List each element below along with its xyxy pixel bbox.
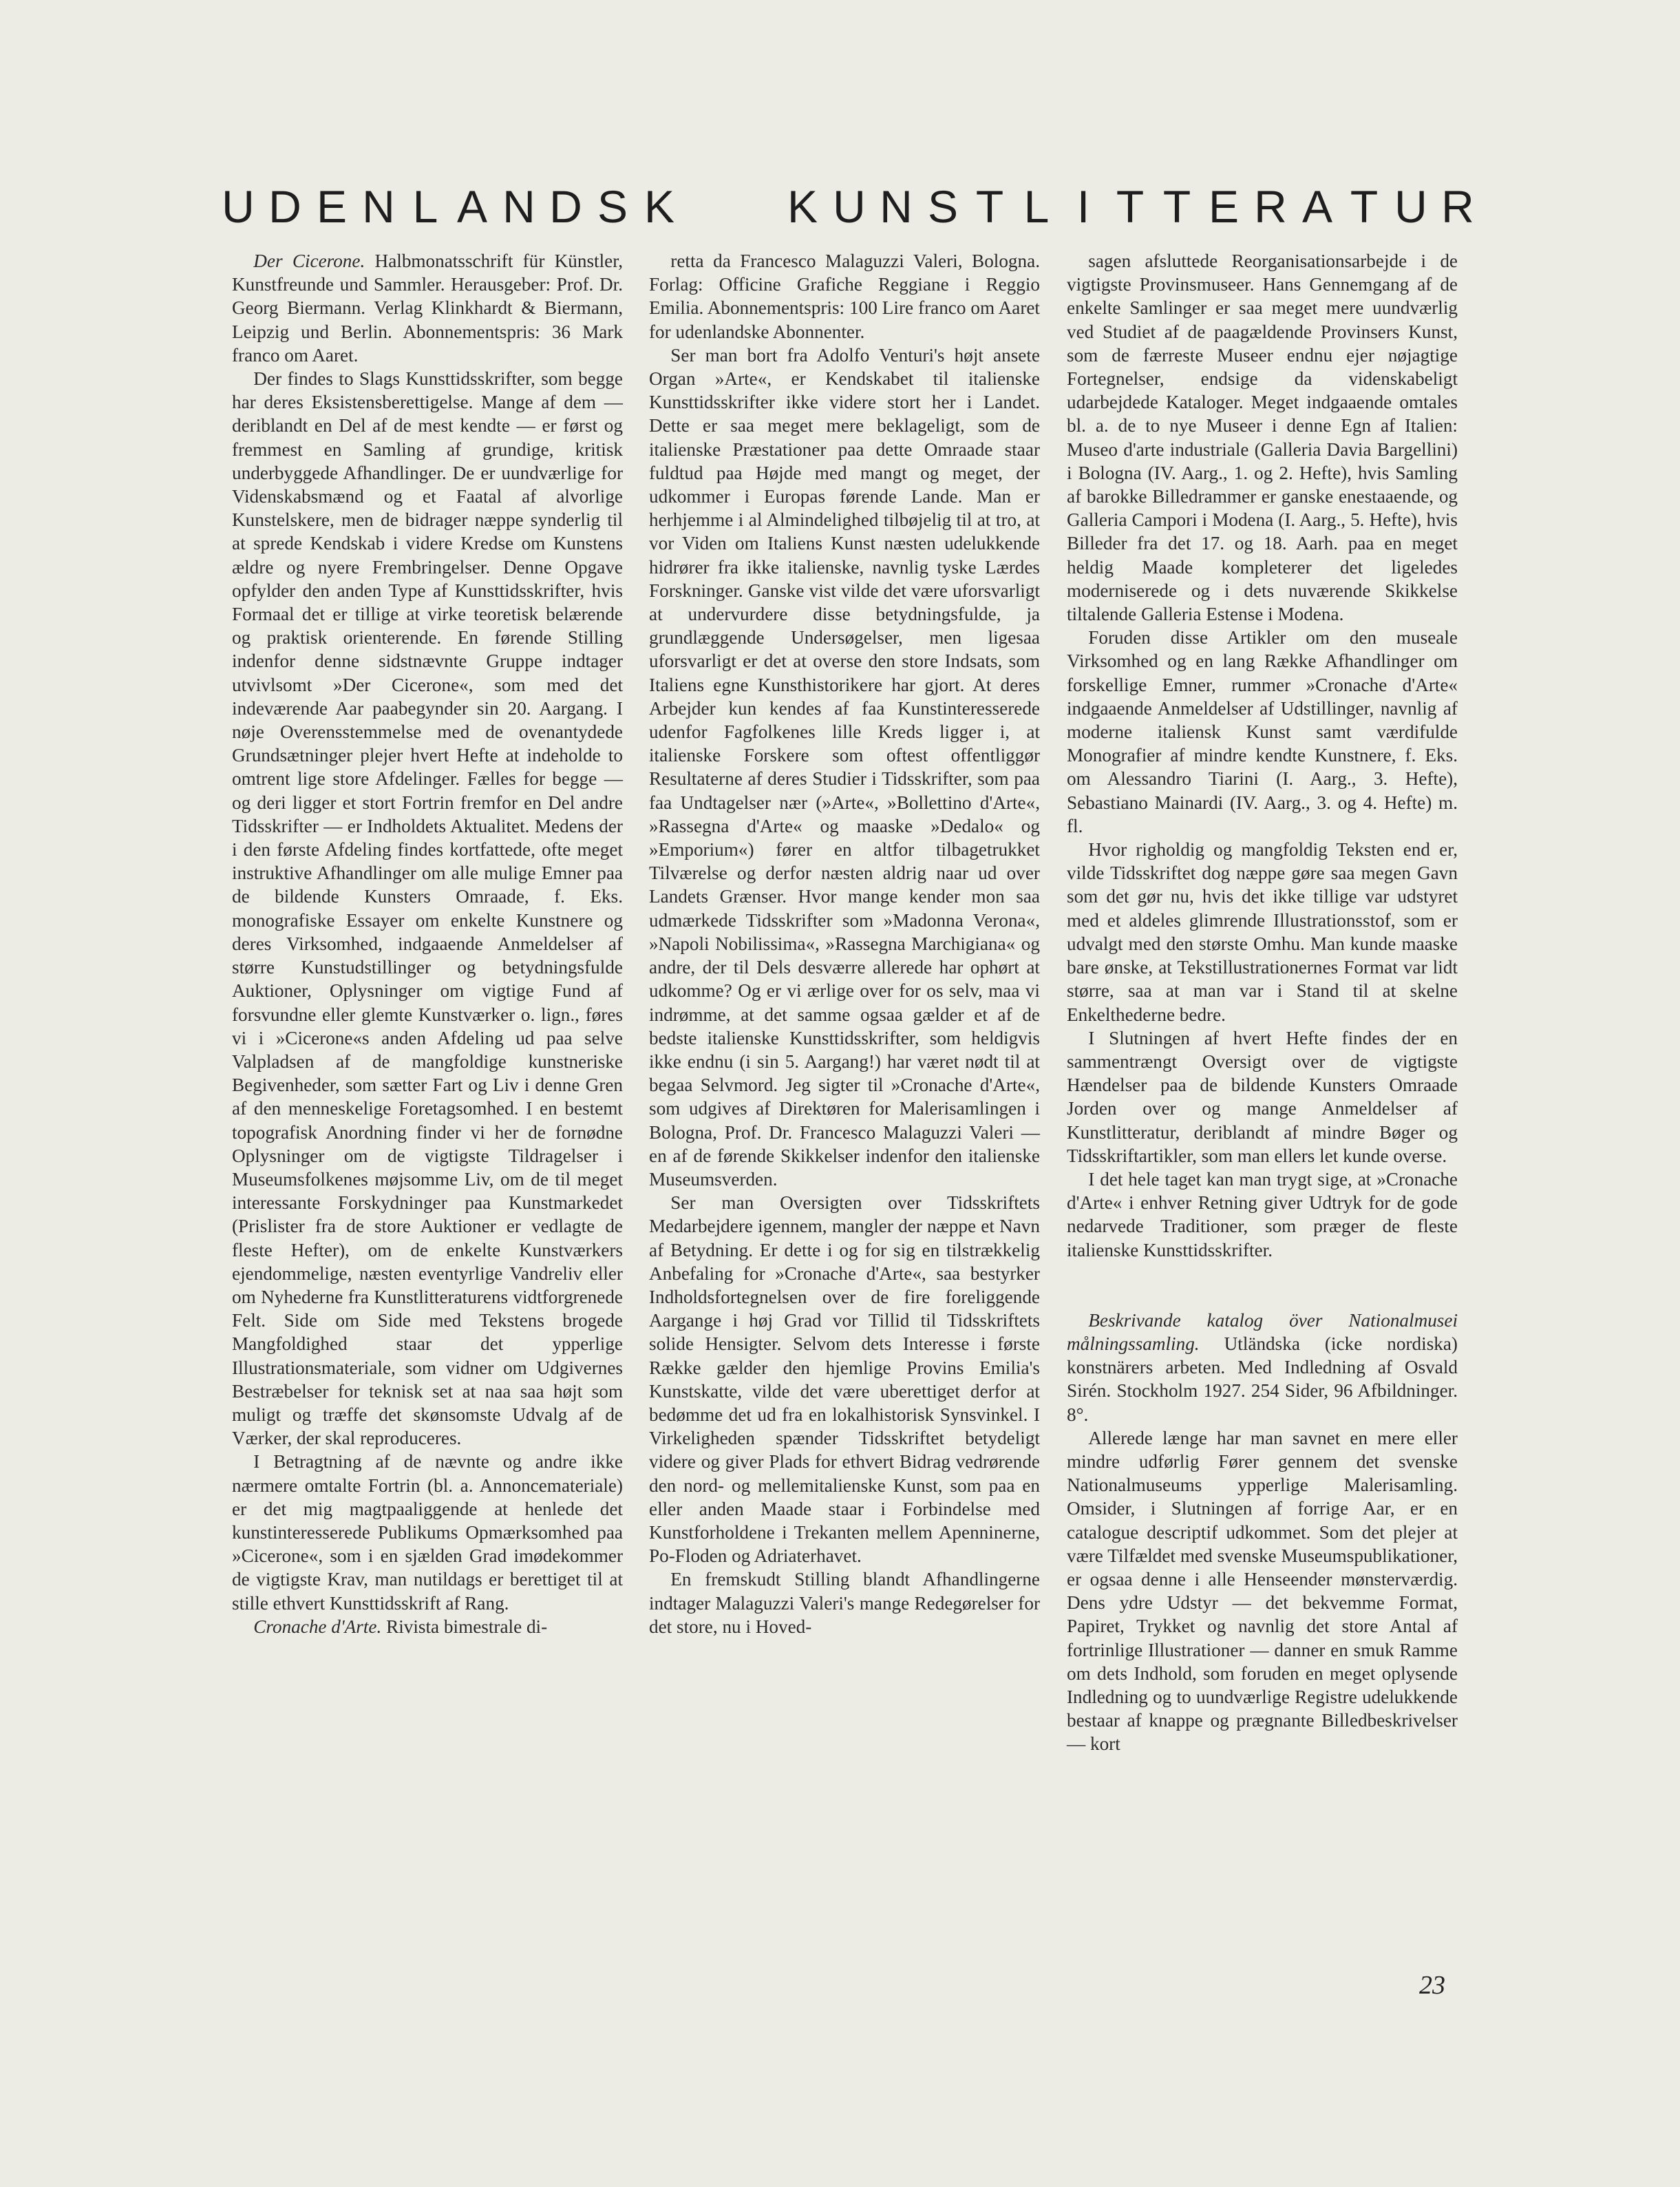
paragraph — [1067, 1309, 1458, 1426]
publication-title: Der Cicerone. — [253, 251, 365, 271]
paragraph-text: I Slutningen af hvert Hefte findes der en sammentrængt Oversigt over de vigtigste Hændelser paa de bildende Kunsters Omraade Jorden over og mange Anmeldelser af Kunstlitteratur, deriblandt af mindre Bøger og Tidsskriftartikler, som man ellers let kunde overse. — [1067, 1027, 1458, 1166]
paragraph-text: Der findes to Slags Kunsttidsskrifter, som begge har deres Eksistensberettigelse. Mange af dem — deriblandt en Del af de mest kendte — er først og fremmest en Samling af grundige, kritisk underbyggede Afhandlinger. De er uundværlige for Videnskabsmænd og et Faatal af alvorlige Kunstelskere, men de bidrager næppe synderlig til at sprede Kendskab i videre Kredse om Kunstens ældre og nyere Frembringelser. Denne Opgave opfylder den anden Type af Kunsttidsskrifter, hvis Formaal det er tillige at virke teoretisk belærende og praktisk orienterende. En førende Stilling indenfor denne sidstnævnte Gruppe indtager utvivlsomt »Der Cicerone«, som med det indeværende Aar paabegynder sin 20. Aargang. I nøje Overensstemmelse med de ovenantydede Grundsætninger plejer hvert Hefte at indeholde to omtrent lige store Afdelinger. Fælles for begge — og deri ligger et stort Fortrin fremfor en Del andre Tidsskrifter — er Indholdets Aktualitet. Medens der i den første Afdeling findes kortfattede, ofte meget instruktive Afhandlinger om alle mulige Emner paa de bildende Kunsters Omraade, f. Eks. monografiske Essayer om enkelte Kunstnere og deres Virksomhed, indgaaende Anmeldelser af større Kunstudstillinger og betydningsfulde Auktioner, Oplysninger om vigtige Fund af forsvundne eller glemte Kunstværker o. lign., føres vi i »Cicerone«s anden Afdeling ud paa selve Valpladsen af de mangfoldige kunstneriske Begivenheder, som sætter Fart og Liv i denne Gren af den menneskelige Foretagsomhed. I en bestemt topografisk Anordning finder vi her de fornødne Oplysninger om de vigtigste Tildragelser i Museumsfolkenes møjsomme Liv, om de til meget interessante Forskydninger paa Kunstmarkedet (Prislister fra de store Auktioner er vedlagte de fleste Hefter), om de enkelte Kunstværkers ejendommelige, næsten eventyrlige Vandreliv eller om Nyhederne fra Kunstlitteraturens vidtforgrenede Felt. Side om Side med Tekstens brogede Mangfoldighed staar det ypperlige Illustrationsmateriale, som vidner om Udgivernes Bestræbelser for teknisk set at naa saa højt som muligt og træffe det skønsomste Udvalg af de Værker, der skal reproduceres. — [232, 368, 623, 1449]
paragraph-spacer — [1067, 1262, 1458, 1309]
paragraph-text: Utländska (icke nordiska) konstnärers arbeten. Med Indledning af Osvald Sirén. Stockholm 1927. 254 Sider, 96 Afbildninger. 8°. — [1067, 1333, 1458, 1425]
paragraph-text: Rivista bimestrale di- — [381, 1616, 548, 1637]
paragraph — [232, 249, 623, 367]
paragraph-text: Halbmonatsschrift für Künstler, Kunstfreunde und Sammler. Herausgeber: Prof. Dr. Georg Biermann. Verlag Klinkhardt & Biermann, Leipzig und Berlin. Abonnementspris: 36 Mark franco om Aaret. — [232, 251, 623, 366]
paragraph-text: Foruden disse Artikler om den museale Virksomhed og en lang Række Afhandlinger om forskellige Emner, rummer »Cronache d'Arte« indgaaende Anmeldelser af Udstillinger, navnlig af moderne italiensk Kunst samt værdifulde Monografier af mindre kendte Kunstnere, f. Eks. om Alessandro Tiarini (I. Aarg., 3. Hefte), Sebastiano Mainardi (IV. Aarg., 3. og 4. Hefte) m. fl. — [1067, 627, 1458, 836]
paragraph — [232, 367, 623, 1450]
paragraph — [1067, 1026, 1458, 1168]
paragraph-text: I Betragtning af de nævnte og andre ikke nærmere omtalte Fortrin (bl. a. Annoncemateriale) er det mig magtpaaliggende at henlede det kunstinteresserede Publikums Opmærksomhed paa »Cicerone«, som i en sjælden Grad imødekommer de vigtigste Krav, man nutildags er berettiget til at stille ethvert Kunsttidsskrift af Rang. — [232, 1451, 623, 1614]
paragraph — [232, 1615, 623, 1638]
paragraph-text: Ser man Oversigten over Tidsskriftets Medarbejdere igennem, mangler der næppe et Navn af Betydning. Er dette i og for sig en tilstrækkelig Anbefaling for »Cronache d'Arte«, saa bestyrker Indholdsfortegnelsen over de fire foreliggende Aargange i høj Grad vor Tillid til Tidsskriftets solide Hensigter. Selvom dets Interesse i første Række gælder den hjemlige Provins Emilia's Kunstskatte, vilde det være uberettiget derfor at bedømme det ud fra en lokalhistorisk Synsvinkel. I Virkeligheden spænder Tidsskriftet betydeligt videre og giver Plads for ethvert Bidrag vedrørende den nord- og mellemitalienske Kunst, som paa en eller anden Maade staar i Forbindelse med Kunstforholdene i Trekanten mellem Apenninerne, Po-Floden og Adriaterhavet. — [649, 1192, 1040, 1567]
paragraph-text: Ser man bort fra Adolfo Venturi's højt ansete Organ »Arte«, er Kendskabet til italienske Kunsttidsskrifter ikke videre stort her i Landet. Dette er saa meget mere beklageligt, som de italienske Præstationer paa dette Omraade staar fuldtud paa Højde med mangt og meget, der udkommer i Europas førende Lande. Man er herhjemme i al Almindelighed tilbøjelig til at tro, at vor Viden om Italiens Kunst næsten udelukkende hidrører fra ikke italienske, navnlig tyske Lærdes Forskninger. Ganske vist vilde det være uforsvarligt at undervurdere disse betydningsfulde, ja grundlæggende Undersøgelser, men ligesaa uforsvarligt er det at overse den store Indsats, som Italiens egne Kunsthistorikere har gjort. At deres Arbejder kun kendes af faa Kunstinteresserede udenfor Fagfolkenes lille Kreds ligger i, at italienske Forskere som oftest offentliggør Resultaterne af deres Studier i Tidsskrifter, som paa faa Undtagelser nær (»Arte«, »Bollettino d'Arte«, »Rassegna d'Arte« og maaske »Dedalo« og »Emporium«) fører en altfor tilbagetrukket Tilværelse og derfor næsten aldrig naar ud over Landets Grænser. Hvor mange kender mon saa udmærkede Tidsskrifter som »Madonna Verona«, »Napoli Nobilissima«, »Rassegna Marchigiana« og andre, der til Dels desværre allerede har ophørt at udkomme? Og er vi ærlige over for os selv, maa vi indrømme, at det samme ogsaa gælder et af de bedste italienske Kunsttidsskrifter, som heldigvis ikke endnu (i sin 5. Aargang!) har været nødt til at begaa Selvmord. Jeg sigter til »Cronache d'Arte«, som udgives af Direktøren for Malerisamlingen i Bologna, Prof. Dr. Francesco Malaguzzi Valeri — en af de førende Skikkelser indenfor den italienske Museumsverden. — [649, 344, 1040, 1190]
page-number: 23 — [1419, 1971, 1445, 2000]
paragraph-text: Allerede længe har man savnet en mere eller mindre udførlig Fører gennem det svenske Nationalmuseums ypperlige Malerisamling. Omsider, i Slutningen af forrige Aar, er en catalogue descriptif udkommet. Som det plejer at være Tilfældet med svenske Museumspublikationer, er ogsaa denne i alle Henseender mønsterværdig. Dens ydre Udstyr — det bekvemme Format, Papiret, Trykket og navnlig det store Antal af fortrinlige Illustrationer — danner en smuk Ramme om dets Indhold, som foruden en meget oplysende Indledning og to uundværlige Registre udelukkende bestaar af knappe og prægnante Billedbeskrivelser — kort — [1067, 1427, 1458, 1755]
paragraph-text: I det hele taget kan man trygt sige, at »Cronache d'Arte« i enhver Retning giver Udtryk for de gode nedarvede Traditioner, som præger de fleste italienske Kunsttidsskrifter. — [1067, 1168, 1458, 1260]
paragraph — [649, 344, 1040, 1191]
paragraph — [1067, 838, 1458, 1026]
section-heading — [215, 180, 1481, 233]
paragraph — [1067, 249, 1458, 626]
paragraph — [1067, 1168, 1458, 1262]
paragraph-text: Hvor righoldig og mangfoldig Teksten end er, vilde Tidsskriftet dog næppe gøre saa megen Gavn som det gør nu, hvis det ikke tillige var udstyret med et aldeles glimrende Illustrationsstof, som er udvalgt med den største Omhu. Man kunde maaske bare ønske, at Tekstillustrationernes Format var lidt større, saa at man var i Stand til at skelne Enkelthederne bedre. — [1067, 839, 1458, 1025]
column-1 — [232, 249, 623, 1638]
paragraph-text: sagen afsluttede Reorganisationsarbejde i de vigtigste Provinsmuseer. Hans Gennemgang af de enkelte Samlinger er saa meget mere uundværlig ved Studiet af de paagældende Provinsers Kunst, som de færreste Museer endnu ejer nøjagtige Fortegnelser, endsige da videnskabeligt udarbejdede Kataloger. Meget indgaaende omtales bl. a. de to nye Museer i denne Egn af Italien: Museo d'arte industriale (Galleria Davia Bargellini) i Bologna (IV. Aarg., 1. og 2. Hefte), hvis Samling af barokke Billedrammer er ganske enestaaende, og Galleria Campori i Modena (I. Aarg., 5. Hefte), hvis Billeder fra det 17. og 18. Aarh. paa en meget heldig Maade kompleterer det ligeledes moderniserede og i dets nuværende Skikkelse tiltalende Galleria Estense i Modena. — [1067, 251, 1458, 625]
paragraph — [1067, 1426, 1458, 1756]
paragraph-text: En fremskudt Stilling blandt Afhandlingerne indtager Malaguzzi Valeri's mange Redegørelser for det store, nu i Hoved- — [649, 1569, 1040, 1637]
paragraph — [1067, 626, 1458, 838]
heading-word-2: K U N S T L I T T E R A T U R — [787, 181, 1474, 232]
column-2 — [649, 249, 1040, 1638]
heading-word-1: U D E N L A N D S K — [222, 181, 675, 232]
paragraph — [649, 249, 1040, 344]
publication-title: Cronache d'Arte. — [253, 1616, 382, 1637]
paragraph-text: retta da Francesco Malaguzzi Valeri, Bologna. Forlag: Officine Grafiche Reggiane i Reggio Emilia. Abonnementspris: 100 Lire franco om Aaret for udenlandske Abonnenter. — [649, 251, 1040, 342]
publication-title: Beskrivande katalog över Nationalmusei målningssamling. — [1067, 1309, 1458, 1354]
paragraph — [649, 1191, 1040, 1567]
paragraph — [232, 1450, 623, 1614]
paragraph — [649, 1567, 1040, 1638]
column-3 — [1067, 249, 1458, 1756]
